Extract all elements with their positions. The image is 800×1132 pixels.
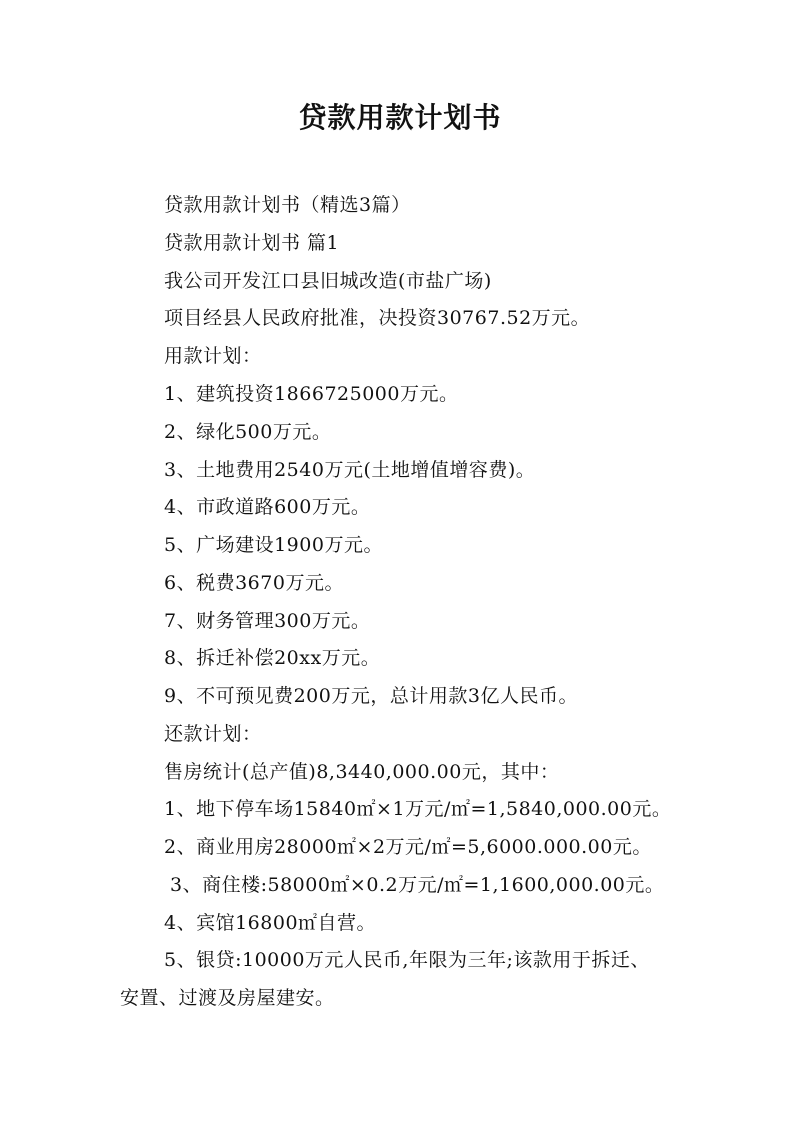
text-line: 2、商业用房28000㎡×2万元/㎡=5,6000.000.00元。 (164, 836, 652, 858)
text-line: 安置、过渡及房屋建安。 (120, 987, 335, 1009)
text-line: 5、银贷:10000万元人民币,年限为三年;该款用于拆迁、 (164, 949, 650, 971)
text-line: 8、拆迁补偿20xx万元。 (164, 647, 381, 669)
text-line: 还款计划： (164, 723, 262, 745)
text-line: 项目经县人民政府批准，决投资30767.52万元。 (164, 307, 591, 329)
document-title: 贷款用款计划书 (298, 101, 502, 134)
text-line: 9、不可预见费200万元，总计用款3亿人民币。 (164, 685, 578, 707)
text-line: 贷款用款计划书（精选3篇） (164, 194, 411, 216)
text-line: 2、绿化500万元。 (164, 421, 332, 443)
text-line: 4、市政道路600万元。 (164, 496, 371, 518)
text-line: 售房统计(总产值)8,3440,000.00元，其中： (164, 761, 560, 783)
text-line: 我公司开发江口县旧城改造(市盐广场) (164, 270, 492, 292)
text-line: 1、建筑投资1866725000万元。 (164, 383, 459, 405)
text-line: 3、土地费用2540万元(土地增值增容费)。 (164, 459, 536, 481)
text-line: 4、宾馆16800㎡自营。 (164, 912, 377, 934)
text-line: 1、地下停车场15840㎡×1万元/㎡=1,5840,000.00元。 (164, 798, 672, 820)
text-line: 用款计划： (164, 345, 262, 367)
text-line: 3、商住楼:58000㎡×0.2万元/㎡=1,1600,000.00元。 (170, 874, 665, 896)
text-line: 7、财务管理300万元。 (164, 610, 371, 632)
text-line: 贷款用款计划书 篇1 (164, 232, 340, 254)
text-line: 6、税费3670万元。 (164, 572, 344, 594)
text-line: 5、广场建设1900万元。 (164, 534, 383, 556)
